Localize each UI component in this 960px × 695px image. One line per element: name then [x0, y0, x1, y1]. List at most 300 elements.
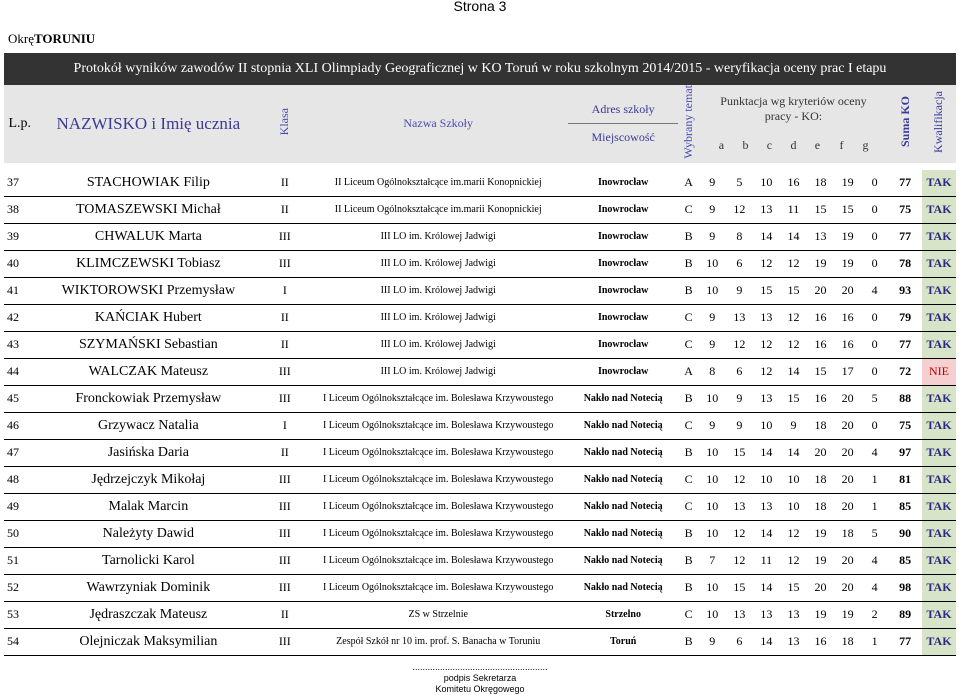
criterion-g: g: [862, 137, 869, 152]
school-name: III LO im. Królowej Jadwigi: [309, 331, 568, 358]
criterion-score: 13: [753, 304, 780, 331]
sum-score: 88: [888, 385, 922, 412]
criteria-letters: [699, 136, 888, 154]
criterion-score: 15: [780, 574, 807, 601]
criterion-score: 13: [753, 601, 780, 628]
criterion-score: 9: [699, 412, 726, 439]
qualification-value: TAK: [922, 412, 956, 439]
criterion-score: 20: [807, 277, 834, 304]
student-name: WALCZAK Mateusz: [36, 358, 262, 385]
class-value: III: [261, 520, 308, 547]
criterion-score: 10: [699, 277, 726, 304]
city-name: Nakło nad Notecią: [568, 385, 679, 412]
criterion-score: 16: [807, 628, 834, 655]
class-value: III: [261, 358, 308, 385]
sum-score: 97: [888, 439, 922, 466]
criterion-score: 18: [834, 520, 861, 547]
school-name: I Liceum Ogólnokształcące im. Bolesława Krzywoustego: [309, 412, 568, 439]
criterion-score: 12: [726, 466, 753, 493]
criterion-score: 1: [861, 628, 888, 655]
city-name: Inowrocław: [568, 331, 679, 358]
criterion-score: 14: [753, 223, 780, 250]
school-name: I Liceum Ogólnokształcące im. Bolesława Krzywoustego: [309, 547, 568, 574]
criterion-score: 10: [699, 601, 726, 628]
topic-value: C: [678, 601, 698, 628]
criterion-score: 12: [726, 196, 753, 223]
school-name: III LO im. Królowej Jadwigi: [309, 223, 568, 250]
student-name: WIKTOROWSKI Przemysław: [36, 277, 262, 304]
criterion-score: 10: [780, 466, 807, 493]
criterion-d: d: [790, 137, 797, 152]
class-value: II: [261, 304, 308, 331]
criterion-score: 13: [753, 493, 780, 520]
header-topic: Wybrany temat: [678, 85, 698, 163]
protocol-title: Protokół wyników zawodów II stopnia XLI Olimpiady Geograficznej w KO Toruń w roku szkolnym 2014/2015 - weryfikacja oceny prac I etapu: [4, 53, 956, 85]
student-name: Wawrzyniak Dominik: [36, 574, 262, 601]
table-row: [4, 412, 956, 439]
criterion-score: 19: [834, 223, 861, 250]
city-name: Inowrocław: [568, 170, 679, 197]
criterion-score: 0: [861, 250, 888, 277]
row-lp: 46: [4, 412, 36, 439]
criterion-score: 20: [834, 277, 861, 304]
sum-score: 98: [888, 574, 922, 601]
row-lp: 44: [4, 358, 36, 385]
class-value: II: [261, 170, 308, 197]
criterion-score: 9: [726, 277, 753, 304]
district-prefix: Okrę: [8, 31, 34, 46]
criterion-e: e: [814, 137, 821, 152]
criterion-score: 9: [699, 331, 726, 358]
school-name: III LO im. Królowej Jadwigi: [309, 250, 568, 277]
criterion-score: 13: [726, 601, 753, 628]
criterion-f: f: [839, 137, 844, 152]
row-lp: 52: [4, 574, 36, 601]
criterion-score: 15: [807, 196, 834, 223]
criterion-score: 13: [780, 628, 807, 655]
criterion-score: 16: [807, 304, 834, 331]
header-row: [4, 85, 956, 163]
class-value: III: [261, 574, 308, 601]
row-lp: 40: [4, 250, 36, 277]
criterion-score: 15: [780, 385, 807, 412]
table-row: [4, 547, 956, 574]
qualification-value: TAK: [922, 223, 956, 250]
criterion-score: 16: [807, 331, 834, 358]
criterion-score: 8: [726, 223, 753, 250]
school-name: III LO im. Królowej Jadwigi: [309, 304, 568, 331]
district-name: TORUNIU: [34, 31, 96, 46]
qualification-value: TAK: [922, 385, 956, 412]
row-lp: 48: [4, 466, 36, 493]
criterion-score: 11: [780, 196, 807, 223]
topic-value: A: [678, 358, 698, 385]
criterion-score: 12: [726, 520, 753, 547]
criterion-score: 19: [807, 601, 834, 628]
criterion-score: 20: [834, 466, 861, 493]
criterion-score: 0: [861, 412, 888, 439]
student-name: Fronckowiak Przemysław: [36, 385, 262, 412]
criterion-score: 14: [753, 574, 780, 601]
table-row: [4, 277, 956, 304]
criterion-score: 0: [861, 223, 888, 250]
city-name: Inowrocław: [568, 304, 679, 331]
city-name: Nakło nad Notecią: [568, 412, 679, 439]
school-name: I Liceum Ogólnokształcące im. Bolesława Krzywoustego: [309, 493, 568, 520]
sum-score: 89: [888, 601, 922, 628]
header-lp: L.p.: [4, 85, 36, 163]
sum-score: 85: [888, 493, 922, 520]
criterion-score: 15: [834, 196, 861, 223]
criterion-score: 10: [753, 170, 780, 197]
criterion-score: 12: [780, 520, 807, 547]
criterion-score: 1: [861, 493, 888, 520]
criterion-score: 20: [834, 493, 861, 520]
sum-score: 85: [888, 547, 922, 574]
criterion-score: 13: [726, 304, 753, 331]
criterion-score: 12: [753, 250, 780, 277]
header-criteria-title: Punktacja wg kryteriów oceny pracy - KO:: [720, 93, 867, 123]
criterion-score: 9: [699, 304, 726, 331]
criterion-score: 1: [861, 466, 888, 493]
topic-value: B: [678, 439, 698, 466]
criterion-score: 6: [726, 250, 753, 277]
criterion-score: 8: [699, 358, 726, 385]
row-lp: 51: [4, 547, 36, 574]
row-lp: 53: [4, 601, 36, 628]
criterion-score: 15: [726, 574, 753, 601]
sum-score: 78: [888, 250, 922, 277]
class-value: II: [261, 331, 308, 358]
criterion-score: 19: [834, 601, 861, 628]
topic-value: B: [678, 547, 698, 574]
signature-label-2: Komitetu Okręgowego: [435, 684, 525, 694]
sum-score: 72: [888, 358, 922, 385]
criterion-score: 13: [780, 601, 807, 628]
criterion-score: 14: [780, 439, 807, 466]
table-row: [4, 170, 956, 197]
table-row: [4, 223, 956, 250]
student-name: TOMASZEWSKI Michał: [36, 196, 262, 223]
row-lp: 43: [4, 331, 36, 358]
criterion-score: 18: [807, 412, 834, 439]
criterion-score: 12: [753, 331, 780, 358]
criterion-score: 20: [807, 439, 834, 466]
row-lp: 41: [4, 277, 36, 304]
criterion-score: 12: [780, 304, 807, 331]
criterion-score: 9: [699, 170, 726, 197]
sum-score: 77: [888, 331, 922, 358]
criterion-score: 0: [861, 304, 888, 331]
criterion-c: c: [766, 137, 773, 152]
criterion-score: 15: [780, 277, 807, 304]
district-label: [8, 31, 95, 47]
sum-score: 75: [888, 196, 922, 223]
school-name: I Liceum Ogólnokształcące im. Bolesława Krzywoustego: [309, 574, 568, 601]
criterion-score: 13: [726, 493, 753, 520]
criterion-score: 20: [834, 412, 861, 439]
criterion-score: 14: [753, 628, 780, 655]
topic-value: B: [678, 223, 698, 250]
criterion-a: a: [718, 137, 725, 152]
row-lp: 37: [4, 170, 36, 197]
table-row: [4, 331, 956, 358]
criterion-score: 13: [753, 385, 780, 412]
criterion-score: 10: [699, 385, 726, 412]
sum-score: 77: [888, 628, 922, 655]
table-row: [4, 250, 956, 277]
topic-value: B: [678, 250, 698, 277]
criterion-score: 14: [780, 223, 807, 250]
criterion-score: 9: [699, 628, 726, 655]
topic-value: C: [678, 412, 698, 439]
city-name: Nakło nad Notecią: [568, 493, 679, 520]
school-name: II Liceum Ogólnokształcące im.marii Konopnickiej: [309, 196, 568, 223]
class-value: I: [261, 412, 308, 439]
header-school: Nazwa Szkoły: [309, 85, 568, 163]
criterion-score: 16: [780, 170, 807, 197]
qualification-value: TAK: [922, 601, 956, 628]
signature-label-1: podpis Sekretarza: [443, 673, 517, 683]
criterion-score: 19: [807, 250, 834, 277]
criterion-score: 10: [753, 466, 780, 493]
student-name: Jędrzejczyk Mikołaj: [36, 466, 262, 493]
page-label: Strona 3: [453, 0, 507, 14]
criterion-score: 20: [834, 574, 861, 601]
header-address-label: Adres szkoły: [591, 102, 655, 117]
qualification-value: TAK: [922, 547, 956, 574]
criterion-score: 12: [726, 331, 753, 358]
criterion-score: 7: [699, 547, 726, 574]
header-class: Klasa: [261, 85, 308, 163]
criterion-score: 20: [807, 574, 834, 601]
criterion-score: 10: [699, 520, 726, 547]
criterion-score: 18: [807, 466, 834, 493]
row-lp: 38: [4, 196, 36, 223]
city-name: Inowrocław: [568, 277, 679, 304]
header-address: [568, 85, 679, 163]
criterion-score: 20: [834, 385, 861, 412]
row-lp: 49: [4, 493, 36, 520]
criterion-score: 6: [726, 628, 753, 655]
topic-value: C: [678, 196, 698, 223]
school-name: Zespół Szkół nr 10 im. prof. S. Banacha w Toruniu: [309, 628, 568, 655]
criterion-score: 10: [699, 439, 726, 466]
header-criteria: [699, 85, 888, 163]
table-row: [4, 304, 956, 331]
criterion-score: 11: [753, 547, 780, 574]
criterion-score: 9: [726, 412, 753, 439]
criterion-score: 18: [807, 170, 834, 197]
criterion-score: 4: [861, 547, 888, 574]
criterion-score: 9: [726, 385, 753, 412]
criterion-score: 15: [753, 277, 780, 304]
student-name: Olejniczak Maksymilian: [36, 628, 262, 655]
topic-value: B: [678, 628, 698, 655]
qualification-value: TAK: [922, 304, 956, 331]
sum-score: 81: [888, 466, 922, 493]
city-name: Inowrocław: [568, 223, 679, 250]
class-value: III: [261, 223, 308, 250]
sum-score: 79: [888, 304, 922, 331]
sum-score: 90: [888, 520, 922, 547]
table-row: [4, 601, 956, 628]
school-name: ZS w Strzelnie: [309, 601, 568, 628]
student-name: KLIMCZEWSKI Tobiasz: [36, 250, 262, 277]
criterion-score: 2: [861, 601, 888, 628]
topic-value: C: [678, 466, 698, 493]
qualification-value: NIE: [922, 358, 956, 385]
topic-value: A: [678, 170, 698, 197]
class-value: III: [261, 385, 308, 412]
row-lp: 45: [4, 385, 36, 412]
criterion-score: 0: [861, 358, 888, 385]
class-value: III: [261, 250, 308, 277]
criterion-score: 10: [699, 466, 726, 493]
topic-value: C: [678, 304, 698, 331]
criterion-score: 12: [753, 358, 780, 385]
class-value: II: [261, 439, 308, 466]
header-sum: Suma KO: [888, 85, 922, 163]
table-row: [4, 385, 956, 412]
criterion-score: 14: [753, 439, 780, 466]
school-name: III LO im. Królowej Jadwigi: [309, 277, 568, 304]
city-name: Strzelno: [568, 601, 679, 628]
criterion-score: 14: [780, 358, 807, 385]
criterion-score: 12: [780, 250, 807, 277]
student-name: Jędraszczak Mateusz: [36, 601, 262, 628]
city-name: Inowrocław: [568, 358, 679, 385]
city-name: Nakło nad Notecią: [568, 466, 679, 493]
criterion-score: 9: [699, 196, 726, 223]
table-row: [4, 439, 956, 466]
results-table: [4, 53, 956, 656]
criterion-score: 4: [861, 574, 888, 601]
city-name: Nakło nad Notecią: [568, 547, 679, 574]
topic-value: C: [678, 493, 698, 520]
row-lp: 54: [4, 628, 36, 655]
criterion-score: 5: [861, 385, 888, 412]
header-name: NAZWISKO i Imię ucznia: [36, 85, 262, 163]
criterion-score: 12: [780, 331, 807, 358]
table-row: [4, 358, 956, 385]
class-value: III: [261, 547, 308, 574]
criterion-score: 16: [834, 304, 861, 331]
school-name: I Liceum Ogólnokształcące im. Bolesława Krzywoustego: [309, 520, 568, 547]
criterion-score: 19: [807, 520, 834, 547]
city-name: Nakło nad Notecią: [568, 520, 679, 547]
student-name: KAŃCIAK Hubert: [36, 304, 262, 331]
row-lp: 50: [4, 520, 36, 547]
table-row: [4, 520, 956, 547]
qualification-value: TAK: [922, 520, 956, 547]
criterion-score: 19: [834, 170, 861, 197]
criterion-score: 12: [780, 547, 807, 574]
city-name: Nakło nad Notecią: [568, 439, 679, 466]
class-value: III: [261, 493, 308, 520]
criterion-score: 10: [699, 574, 726, 601]
sum-score: 77: [888, 170, 922, 197]
student-name: Grzywacz Natalia: [36, 412, 262, 439]
class-value: III: [261, 466, 308, 493]
school-name: I Liceum Ogólnokształcące im. Bolesława Krzywoustego: [309, 385, 568, 412]
criterion-score: 17: [834, 358, 861, 385]
qualification-value: TAK: [922, 439, 956, 466]
criterion-score: 16: [834, 331, 861, 358]
qualification-value: TAK: [922, 250, 956, 277]
qualification-value: TAK: [922, 196, 956, 223]
school-name: III LO im. Królowej Jadwigi: [309, 358, 568, 385]
class-value: II: [261, 196, 308, 223]
criterion-score: 5: [861, 520, 888, 547]
city-name: Inowrocław: [568, 196, 679, 223]
criterion-score: 18: [807, 493, 834, 520]
qualification-value: TAK: [922, 574, 956, 601]
signature-block: [0, 662, 960, 695]
city-name: Toruń: [568, 628, 679, 655]
topic-value: C: [678, 331, 698, 358]
criterion-score: 10: [699, 250, 726, 277]
criterion-score: 16: [807, 385, 834, 412]
criterion-score: 0: [861, 170, 888, 197]
student-name: Należyty Dawid: [36, 520, 262, 547]
sum-score: 77: [888, 223, 922, 250]
row-lp: 39: [4, 223, 36, 250]
student-name: STACHOWIAK Filip: [36, 170, 262, 197]
student-name: Jasińska Daria: [36, 439, 262, 466]
criterion-score: 4: [861, 439, 888, 466]
table-row: [4, 466, 956, 493]
table-row: [4, 628, 956, 655]
topic-value: B: [678, 520, 698, 547]
criterion-score: 15: [807, 358, 834, 385]
signature-line: ......................................................: [412, 662, 548, 672]
criterion-score: 10: [780, 493, 807, 520]
criterion-score: 10: [753, 412, 780, 439]
row-lp: 47: [4, 439, 36, 466]
criterion-score: 4: [861, 277, 888, 304]
topic-value: B: [678, 277, 698, 304]
class-value: II: [261, 601, 308, 628]
criterion-score: 9: [780, 412, 807, 439]
criterion-b: b: [742, 137, 749, 152]
criterion-score: 0: [861, 196, 888, 223]
criterion-score: 14: [753, 520, 780, 547]
criterion-score: 20: [834, 547, 861, 574]
qualification-value: TAK: [922, 628, 956, 655]
qualification-value: TAK: [922, 170, 956, 197]
topic-value: B: [678, 385, 698, 412]
criterion-score: 15: [726, 439, 753, 466]
student-name: Tarnolicki Karol: [36, 547, 262, 574]
school-name: I Liceum Ogólnokształcące im. Bolesława Krzywoustego: [309, 439, 568, 466]
header-city: Miejscowość: [568, 123, 679, 151]
sum-score: 75: [888, 412, 922, 439]
criterion-score: 19: [834, 250, 861, 277]
topic-value: B: [678, 574, 698, 601]
qualification-value: TAK: [922, 466, 956, 493]
criterion-score: 5: [726, 170, 753, 197]
criterion-score: 13: [753, 196, 780, 223]
criterion-score: 6: [726, 358, 753, 385]
city-name: Inowrocław: [568, 250, 679, 277]
criterion-score: 20: [834, 439, 861, 466]
criterion-score: 13: [807, 223, 834, 250]
student-name: CHWALUK Marta: [36, 223, 262, 250]
qualification-value: TAK: [922, 493, 956, 520]
table-row: [4, 196, 956, 223]
criterion-score: 0: [861, 331, 888, 358]
